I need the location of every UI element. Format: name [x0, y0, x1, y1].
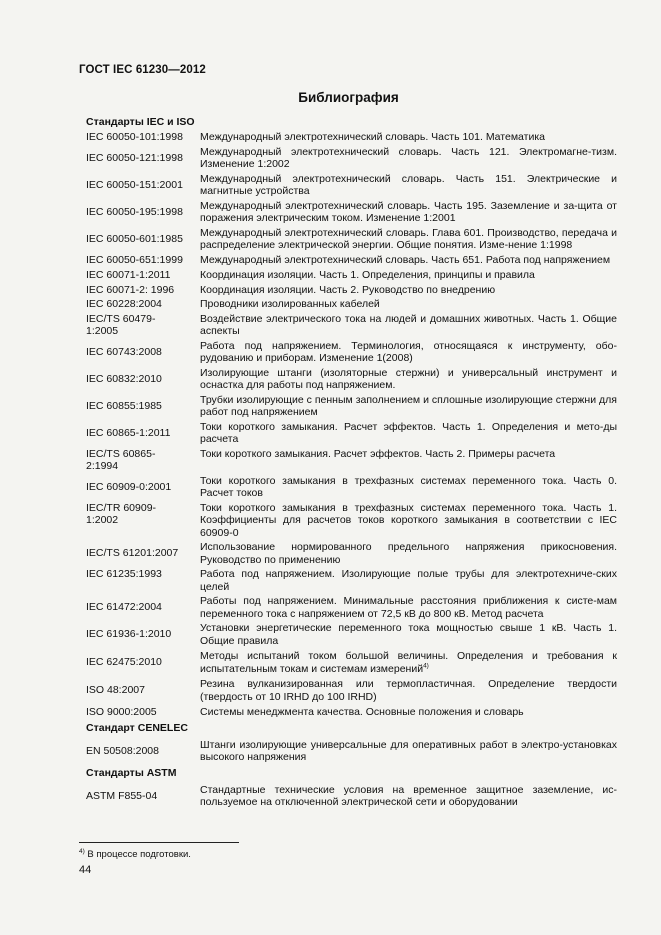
standard-title: [200, 475, 617, 500]
bibliography-entry: [82, 739, 617, 764]
standard-title-text: Стандартные технические условия на временное защитное заземление, ис-пользуемое на отключенной электрической сети и оборудовании: [200, 783, 617, 808]
standard-code: IEC/TS 61201:2007: [86, 547, 179, 559]
bibliography-entry: [82, 227, 617, 252]
bibliography-entry: [82, 131, 617, 144]
standard-code: IEC 60909-0:2001: [86, 480, 172, 493]
bibliography-entry: [82, 367, 617, 392]
standard-title-text: Токи короткого замыкания. Расчет эффектов. Часть 2. Примеры расчета: [200, 447, 556, 460]
standard-title-text: Координация изоляции. Часть 2. Руководство по внедрению: [200, 283, 496, 296]
standard-title: [200, 298, 617, 311]
standard-title: [200, 200, 617, 225]
standard-code: IEC/TR 60909-1:2002: [86, 501, 157, 526]
bibliography-entry: [82, 284, 617, 297]
standard-title: [200, 131, 617, 144]
standard-title: [200, 622, 617, 647]
standard-code: IEC 60865-1:2011: [86, 426, 171, 439]
standard-code: IEC 62475:2010: [86, 656, 162, 668]
bibliography-entry: [82, 650, 617, 675]
standard-title-text: Установки энергетические переменного тока мощностью свыше 1 кВ. Часть 1. Общие правила: [200, 622, 617, 647]
standard-title-text: Токи короткого замыкания. Расчет эффектов. Часть 1. Определения и мето-ды расчета: [200, 420, 617, 445]
bibliography-entry: [82, 502, 617, 540]
standard-code: IEC 60071-2: 1996: [86, 283, 175, 296]
standard-title: [200, 421, 617, 446]
standard-title: [200, 367, 617, 392]
standard-title-text: Работа под напряжением. Терминология, относящаяся к инструменту, обо-рудованию и приборам. Изменение 1(2008): [200, 339, 617, 364]
standard-code: IEC 60050-195:1998: [86, 205, 183, 218]
bibliography-entry: [82, 448, 617, 473]
page-title: Библиография: [298, 90, 399, 105]
standard-code: IEC 60050-651:1999: [86, 253, 183, 266]
standard-code: IEC 60050-601:1985: [86, 232, 183, 245]
standard-title-text: Методы испытаний током большой величины. Определения и требования к испытательным токам и системам измерений: [200, 650, 617, 675]
standard-title-text: Системы менеджмента качества. Основные положения и словарь: [200, 706, 524, 718]
standard-title-text: Работы под напряжением. Минимальные расстояния приближения к систе-мам переменного тока с напряжением от 72,5 кВ до 800 кВ. Метод расчета: [200, 595, 617, 620]
footnote-reference: 4): [423, 662, 429, 669]
standard-title: [200, 678, 617, 703]
footnote-text: В процессе подготовки.: [87, 849, 191, 861]
standard-title-text: Международный электротехнический словарь. Часть 651. Работа под напряжением: [200, 253, 611, 266]
standard-title-text: Токи короткого замыкания в трехфазных системах переменного тока. Часть 0. Расчет токов: [200, 474, 617, 499]
bibliography-entry: [82, 541, 617, 566]
bibliography-entry: [82, 340, 617, 365]
bibliography-entry: [82, 298, 617, 311]
standard-title-text: Проводники изолированных кабелей: [200, 298, 380, 310]
bibliography-entry: [82, 313, 617, 338]
bibliography-entry: [82, 146, 617, 171]
standard-title: [200, 739, 617, 764]
standard-code: IEC/TS 60479-1:2005: [86, 312, 156, 337]
footnote-marker: 4): [79, 848, 85, 855]
standard-code: EN 50508:2008: [86, 744, 159, 757]
standard-title-text: Международный электротехнический словарь. Часть 195. Заземление и за-щита от поражения электрическим током. Изменение 1:2001: [200, 199, 617, 224]
section-title: Стандарты IEC и ISO: [86, 116, 195, 128]
page-number: 44: [79, 864, 92, 876]
standard-code: ISO 48:2007: [86, 684, 145, 696]
bibliography-entry: [82, 678, 617, 703]
standard-title: [200, 227, 617, 252]
standard-title-text: Использование нормированного предельного напряжения прикосновения. Руководство по применению: [200, 541, 617, 566]
document-code: ГОСТ IEC 61230—2012: [79, 64, 206, 76]
standard-code: IEC 60855:1985: [86, 399, 162, 412]
standard-code: IEC 61936-1:2010: [86, 628, 172, 640]
standard-title: [200, 173, 617, 198]
standard-code: ASTM F855-04: [86, 789, 158, 802]
footnote: [79, 848, 191, 860]
standard-title-text: Изолирующие штанги (изоляторные стержни) и универсальный инструмент и оснастка для работы под напряжением.: [200, 366, 617, 391]
standard-title: [200, 146, 617, 171]
standard-title: [200, 394, 617, 419]
standard-title: [200, 784, 617, 809]
bibliography-entry: [82, 475, 617, 500]
section-title: Стандарт CENELEC: [86, 721, 188, 734]
standard-title-text: Трубки изолирующие с пенным заполнением и сплошные изолирующие стержни для работ под напряжением: [200, 393, 617, 418]
bibliography-list: [82, 116, 617, 809]
standard-code: IEC 61472:2004: [86, 601, 162, 613]
standard-title: [200, 650, 617, 675]
bibliography-entry: [82, 784, 617, 809]
standard-title: [200, 541, 617, 566]
standard-title: [200, 269, 617, 282]
standard-title-text: Токи короткого замыкания в трехфазных системах переменного тока. Часть 1. Коэффициенты для расчетов токов короткого замыкания в соответствии с IEC 60909-0: [200, 501, 617, 539]
standard-code: IEC 60743:2008: [86, 345, 162, 358]
standard-title-text: Резина вулканизированная или термопластичная. Определение твердости (твердость от 10 IRHD до 100 IRHD): [200, 678, 617, 703]
bibliography-entry: [82, 254, 617, 267]
standard-code: ISO 9000:2005: [86, 706, 157, 718]
standard-code: IEC 60832:2010: [86, 372, 162, 385]
standard-code: IEC 60071-1:2011: [86, 269, 171, 281]
section-title: Стандарты ASTM: [86, 766, 177, 779]
bibliography-entry: [82, 622, 617, 647]
bibliography-entry: [82, 568, 617, 593]
standard-code: IEC/TS 60865-2:1994: [86, 447, 156, 472]
standard-title: [200, 313, 617, 338]
standard-title: [200, 254, 617, 267]
standard-title: [200, 502, 617, 540]
standard-code: IEC 60050-151:2001: [86, 178, 183, 191]
standard-title-text: Работа под напряжением. Изолирующие полые трубы для электротехниче-ских целей: [200, 568, 617, 593]
standard-title: [200, 448, 617, 473]
standard-title: [200, 595, 617, 620]
standard-title-text: Координация изоляции. Часть 1. Определения, принципы и правила: [200, 269, 535, 281]
standard-title-text: Международный электротехнический словарь. Глава 601. Производство, передача и распределение электрической энергии. Общие понятия. Изме-нение 1:1998: [200, 226, 617, 251]
footnote-divider: [79, 842, 239, 843]
standard-title: [200, 706, 617, 719]
standard-code: IEC 60228:2004: [86, 298, 162, 310]
standard-title-text: Международный электротехнический словарь. Часть 151. Электрические и магнитные устройства: [200, 172, 617, 197]
bibliography-entry: [82, 394, 617, 419]
standard-title-text: Штанги изолирующие универсальные для оперативных работ в электро-установках высокого напряжения: [200, 738, 617, 763]
bibliography-entry: [82, 595, 617, 620]
standard-title: [200, 568, 617, 593]
bibliography-entry: [82, 200, 617, 225]
standard-title-text: Воздействие электрического тока на людей и домашних животных. Часть 1. Общие аспекты: [200, 312, 617, 337]
bibliography-entry: [82, 706, 617, 719]
bibliography-entry: [82, 421, 617, 446]
standard-code: IEC 61235:1993: [86, 568, 162, 580]
standard-title: [200, 340, 617, 365]
standard-title-text: Международный электротехнический словарь. Часть 121. Электромагне-тизм. Изменение 1:2002: [200, 145, 617, 170]
standard-title-text: Международный электротехнический словарь. Часть 101. Математика: [200, 131, 545, 143]
standard-code: IEC 60050-121:1998: [86, 151, 183, 164]
bibliography-entry: [82, 173, 617, 198]
bibliography-entry: [82, 269, 617, 282]
standard-title: [200, 284, 617, 297]
standard-code: IEC 60050-101:1998: [86, 131, 183, 143]
